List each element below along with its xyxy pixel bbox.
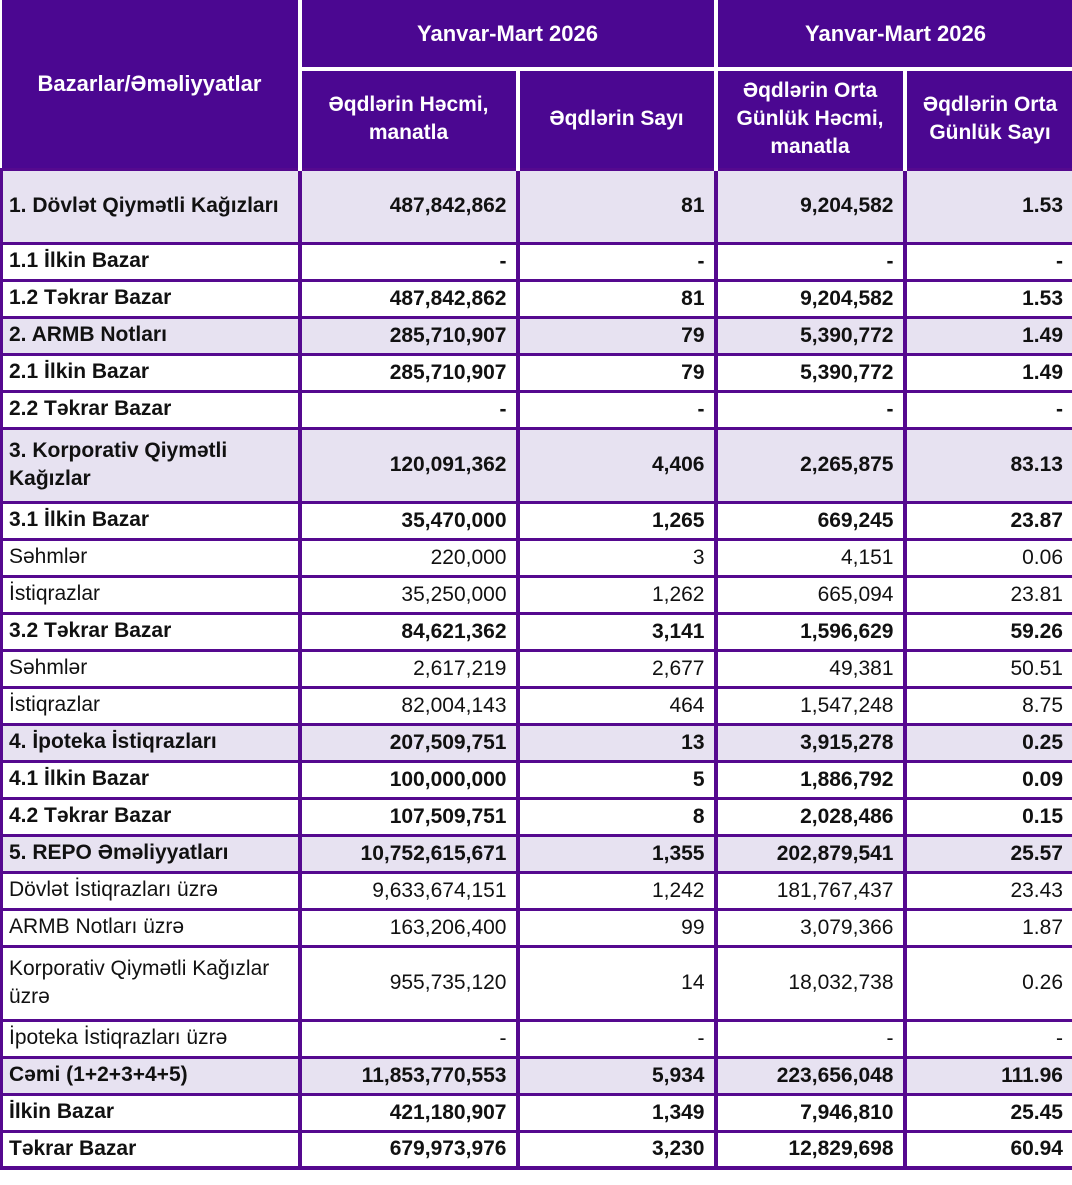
value-cell: 0.26 xyxy=(905,946,1072,1020)
row-label-cell: İlkin Bazar xyxy=(2,1094,300,1131)
table-header xyxy=(2,0,1072,169)
value-cell: 679,973,976 xyxy=(300,1131,518,1168)
value-cell: 3,915,278 xyxy=(716,724,905,761)
row-label-cell: 5. REPO Əməliyyatları xyxy=(2,835,300,872)
table-row xyxy=(2,576,1072,613)
value-cell: 5,934 xyxy=(518,1057,716,1094)
value-cell: 50.51 xyxy=(905,650,1072,687)
value-cell: 111.96 xyxy=(905,1057,1072,1094)
table-row xyxy=(2,872,1072,909)
value-cell: 14 xyxy=(518,946,716,1020)
row-label-cell: 4.2 Təkrar Bazar xyxy=(2,798,300,835)
value-cell: 1,265 xyxy=(518,502,716,539)
value-cell: 1,596,629 xyxy=(716,613,905,650)
value-cell: 4,406 xyxy=(518,428,716,502)
table-row xyxy=(2,354,1072,391)
row-label-cell: Səhmlər xyxy=(2,650,300,687)
value-cell: 1,547,248 xyxy=(716,687,905,724)
row-label-cell: İstiqrazlar xyxy=(2,687,300,724)
value-cell: 82,004,143 xyxy=(300,687,518,724)
value-cell: 23.81 xyxy=(905,576,1072,613)
value-cell: 4,151 xyxy=(716,539,905,576)
value-cell: 8 xyxy=(518,798,716,835)
value-cell: 1,262 xyxy=(518,576,716,613)
value-cell: 669,245 xyxy=(716,502,905,539)
value-cell: 60.94 xyxy=(905,1131,1072,1168)
row-label-cell: Cəmi (1+2+3+4+5) xyxy=(2,1057,300,1094)
value-cell: - xyxy=(716,391,905,428)
value-cell: 1.87 xyxy=(905,909,1072,946)
row-label-cell: 1.2 Təkrar Bazar xyxy=(2,280,300,317)
value-cell: 3,079,366 xyxy=(716,909,905,946)
table-row xyxy=(2,909,1072,946)
table-row xyxy=(2,317,1072,354)
value-cell: 49,381 xyxy=(716,650,905,687)
row-label-cell: 3. Korporativ Qiymətli Kağızlar xyxy=(2,428,300,502)
value-cell: 25.45 xyxy=(905,1094,1072,1131)
value-cell: 5,390,772 xyxy=(716,317,905,354)
value-cell: 35,250,000 xyxy=(300,576,518,613)
value-cell: - xyxy=(518,391,716,428)
row-label-cell: 3.1 İlkin Bazar xyxy=(2,502,300,539)
period-group-header-1: Yanvar-Mart 2026 xyxy=(300,0,716,69)
value-cell: 285,710,907 xyxy=(300,317,518,354)
value-cell: 955,735,120 xyxy=(300,946,518,1020)
value-cell: 181,767,437 xyxy=(716,872,905,909)
value-cell: 0.06 xyxy=(905,539,1072,576)
value-cell: - xyxy=(518,1020,716,1057)
value-cell: 23.43 xyxy=(905,872,1072,909)
row-label-cell: 1.1 İlkin Bazar xyxy=(2,243,300,280)
table-row xyxy=(2,650,1072,687)
header-group-row xyxy=(2,0,1072,69)
value-cell: 23.87 xyxy=(905,502,1072,539)
value-cell: 3,141 xyxy=(518,613,716,650)
value-cell: 84,621,362 xyxy=(300,613,518,650)
table-body xyxy=(2,169,1072,1168)
table-row xyxy=(2,946,1072,1020)
value-cell: 5 xyxy=(518,761,716,798)
value-cell: 220,000 xyxy=(300,539,518,576)
value-cell: 1.53 xyxy=(905,280,1072,317)
value-cell: 3,230 xyxy=(518,1131,716,1168)
row-label-cell: 2.2 Təkrar Bazar xyxy=(2,391,300,428)
value-cell: 11,853,770,553 xyxy=(300,1057,518,1094)
value-cell: 1,355 xyxy=(518,835,716,872)
value-cell: - xyxy=(518,243,716,280)
column-header-deal-count: Əqdlərin Sayı xyxy=(518,69,716,169)
value-cell: 1,242 xyxy=(518,872,716,909)
value-cell: 13 xyxy=(518,724,716,761)
value-cell: - xyxy=(716,1020,905,1057)
row-label-cell: Dövlət İstiqrazları üzrə xyxy=(2,872,300,909)
row-label-cell: 3.2 Təkrar Bazar xyxy=(2,613,300,650)
value-cell: 223,656,048 xyxy=(716,1057,905,1094)
value-cell: 25.57 xyxy=(905,835,1072,872)
table-row xyxy=(2,1057,1072,1094)
value-cell: 1.49 xyxy=(905,354,1072,391)
value-cell: - xyxy=(905,243,1072,280)
row-label-cell: ARMB Notları üzrə xyxy=(2,909,300,946)
value-cell: 2,617,219 xyxy=(300,650,518,687)
value-cell: 2,677 xyxy=(518,650,716,687)
row-label-cell: 2.1 İlkin Bazar xyxy=(2,354,300,391)
table-row xyxy=(2,539,1072,576)
period-group-header-2: Yanvar-Mart 2026 xyxy=(716,0,1072,69)
column-header-avg-daily-count: Əqdlərin Orta Günlük Sayı xyxy=(905,69,1072,169)
table-row xyxy=(2,243,1072,280)
value-cell: 79 xyxy=(518,317,716,354)
value-cell: 107,509,751 xyxy=(300,798,518,835)
row-label-cell: Səhmlər xyxy=(2,539,300,576)
value-cell: 207,509,751 xyxy=(300,724,518,761)
table-row xyxy=(2,502,1072,539)
row-label-cell: Təkrar Bazar xyxy=(2,1131,300,1168)
value-cell: 163,206,400 xyxy=(300,909,518,946)
table-row xyxy=(2,724,1072,761)
column-header-avg-daily-volume: Əqdlərin Orta Günlük Həcmi, manatla xyxy=(716,69,905,169)
value-cell: 421,180,907 xyxy=(300,1094,518,1131)
table-row xyxy=(2,280,1072,317)
value-cell: 0.25 xyxy=(905,724,1072,761)
value-cell: - xyxy=(300,1020,518,1057)
value-cell: 487,842,862 xyxy=(300,280,518,317)
row-label-cell: 4.1 İlkin Bazar xyxy=(2,761,300,798)
value-cell: 120,091,362 xyxy=(300,428,518,502)
value-cell: 1.53 xyxy=(905,169,1072,243)
row-label-cell: İstiqrazlar xyxy=(2,576,300,613)
value-cell: 81 xyxy=(518,280,716,317)
row-label-cell: 4. İpoteka İstiqrazları xyxy=(2,724,300,761)
value-cell: 79 xyxy=(518,354,716,391)
table-row xyxy=(2,1131,1072,1168)
table-row xyxy=(2,391,1072,428)
table-row xyxy=(2,761,1072,798)
value-cell: - xyxy=(905,1020,1072,1057)
value-cell: 83.13 xyxy=(905,428,1072,502)
value-cell: 81 xyxy=(518,169,716,243)
value-cell: 285,710,907 xyxy=(300,354,518,391)
value-cell: 0.15 xyxy=(905,798,1072,835)
value-cell: 5,390,772 xyxy=(716,354,905,391)
value-cell: 1.49 xyxy=(905,317,1072,354)
value-cell: 1,886,792 xyxy=(716,761,905,798)
table-row xyxy=(2,1094,1072,1131)
value-cell: 7,946,810 xyxy=(716,1094,905,1131)
value-cell: 2,265,875 xyxy=(716,428,905,502)
value-cell: - xyxy=(300,391,518,428)
table-row xyxy=(2,687,1072,724)
value-cell: 10,752,615,671 xyxy=(300,835,518,872)
value-cell: 9,633,674,151 xyxy=(300,872,518,909)
value-cell: 18,032,738 xyxy=(716,946,905,1020)
row-label-cell: İpoteka İstiqrazları üzrə xyxy=(2,1020,300,1057)
value-cell: 12,829,698 xyxy=(716,1131,905,1168)
row-label-column-header: Bazarlar/Əməliyyatlar xyxy=(2,0,300,169)
value-cell: 9,204,582 xyxy=(716,169,905,243)
row-label-cell: 1. Dövlət Qiymətli Kağızları xyxy=(2,169,300,243)
value-cell: 8.75 xyxy=(905,687,1072,724)
value-cell: - xyxy=(300,243,518,280)
value-cell: 202,879,541 xyxy=(716,835,905,872)
column-header-deal-volume: Əqdlərin Həcmi, manatla xyxy=(300,69,518,169)
value-cell: 3 xyxy=(518,539,716,576)
value-cell: 100,000,000 xyxy=(300,761,518,798)
value-cell: - xyxy=(716,243,905,280)
row-label-cell: Korporativ Qiymətli Kağızlar üzrə xyxy=(2,946,300,1020)
value-cell: 0.09 xyxy=(905,761,1072,798)
value-cell: 665,094 xyxy=(716,576,905,613)
value-cell: 487,842,862 xyxy=(300,169,518,243)
value-cell: 464 xyxy=(518,687,716,724)
value-cell: 2,028,486 xyxy=(716,798,905,835)
row-label-cell: 2. ARMB Notları xyxy=(2,317,300,354)
table-row xyxy=(2,1020,1072,1057)
value-cell: 1,349 xyxy=(518,1094,716,1131)
value-cell: 99 xyxy=(518,909,716,946)
table-row xyxy=(2,798,1072,835)
value-cell: 59.26 xyxy=(905,613,1072,650)
value-cell: 9,204,582 xyxy=(716,280,905,317)
table-row xyxy=(2,428,1072,502)
table-row xyxy=(2,169,1072,243)
value-cell: - xyxy=(905,391,1072,428)
table-row xyxy=(2,613,1072,650)
value-cell: 35,470,000 xyxy=(300,502,518,539)
table-row xyxy=(2,835,1072,872)
